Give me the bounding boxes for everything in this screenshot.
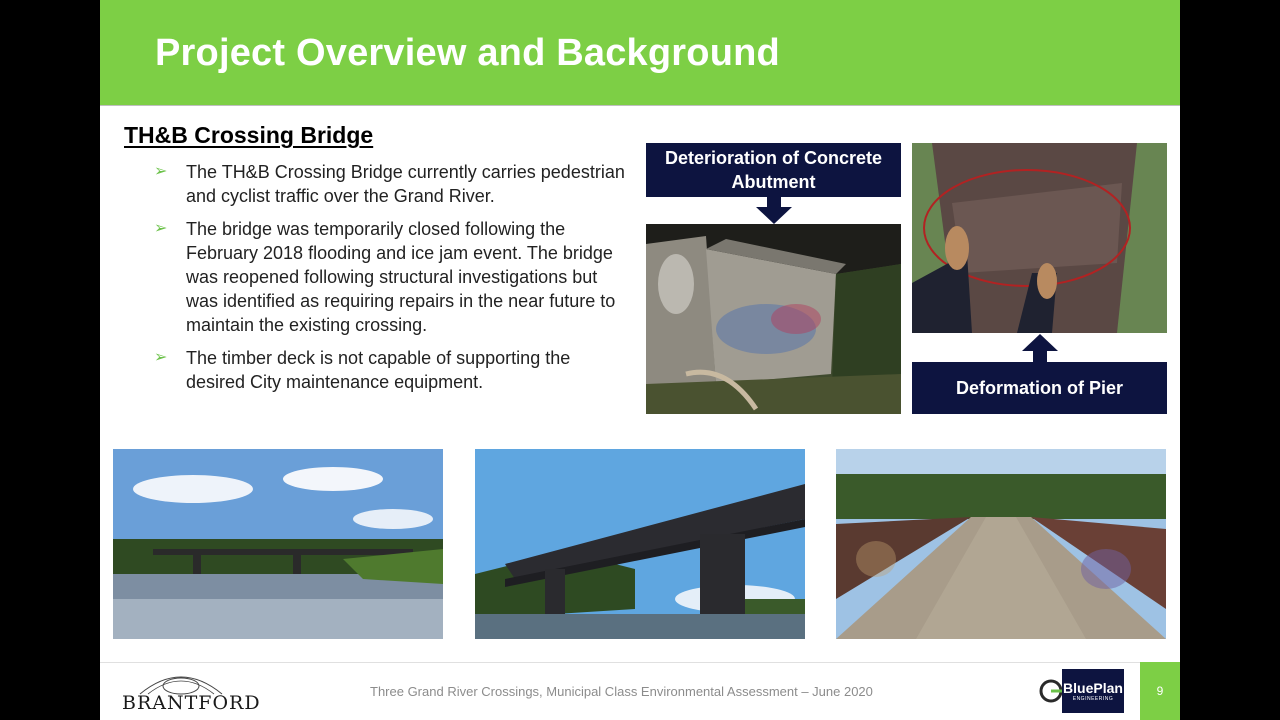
footer-text: Three Grand River Crossings, Municipal Class Environmental Assessment – June 2020	[370, 684, 873, 699]
photo-bridge-side	[475, 449, 805, 639]
bullet-list	[154, 160, 634, 403]
callout-abutment	[646, 143, 901, 197]
photo-abutment	[646, 224, 901, 414]
arrow-up-icon	[1020, 334, 1060, 362]
arrowhead-right-icon: ➢	[154, 163, 168, 180]
brantford-logo	[120, 666, 261, 716]
bullet-text: The timber deck is not capable of supporting the desired City maintenance equipment.	[186, 348, 571, 392]
callout-pier: Deformation of Pier	[912, 362, 1167, 414]
photo-pier	[912, 143, 1167, 333]
bullet-item	[154, 160, 634, 208]
bullet-text: The bridge was temporarily closed following the February 2018 flooding and ice jam event. The bridge was reopened following structural investigations but was identified as requiring repairs in the near future to maintain the existing crossing.	[186, 219, 616, 335]
gm-mark-icon	[1038, 669, 1064, 713]
bullet-item	[154, 346, 634, 394]
blueplan-box	[1062, 669, 1124, 713]
photo-bridge-distant	[113, 449, 443, 639]
arrowhead-right-icon: ➢	[154, 220, 168, 237]
slide-title: Project Overview and Background	[155, 32, 780, 74]
title-bar	[100, 0, 1180, 106]
footer-divider	[100, 662, 1180, 663]
arrow-down-icon	[754, 196, 794, 224]
callout-abutment-line1: Deterioration of Concrete	[664, 148, 883, 168]
callout-abutment-line2: Abutment	[731, 172, 816, 192]
blueplan-subtitle: ENGINEERING	[1072, 696, 1114, 702]
slide	[100, 0, 1180, 720]
blueplan-wordmark: BluePlan	[1063, 680, 1123, 696]
photo-bridge-deck	[836, 449, 1166, 639]
bullet-text: The TH&B Crossing Bridge currently carries pedestrian and cyclist traffic over the Grand River.	[186, 162, 625, 206]
section-heading: TH&B Crossing Bridge	[124, 122, 374, 148]
arrowhead-right-icon: ➢	[154, 349, 168, 366]
brantford-wordmark: BRANTFORD	[122, 692, 261, 714]
bullet-item	[154, 217, 634, 337]
blueplan-logo	[1038, 669, 1128, 713]
page-number: 9	[1140, 662, 1180, 720]
